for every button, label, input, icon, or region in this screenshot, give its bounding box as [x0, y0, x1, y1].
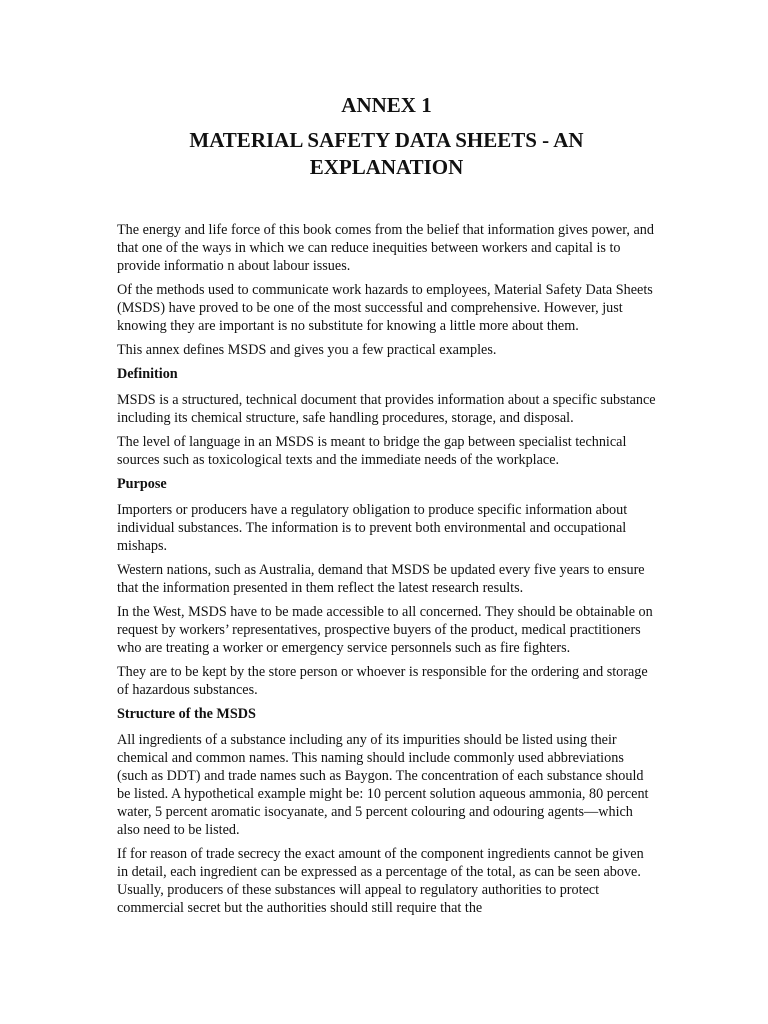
structure-paragraph-2: If for reason of trade secrecy the exact amount of the component ingredients cannot be given in detail, each ingredient can be expressed as a percentage of the total, as can be seen above. Usually, producers of these substances will appeal to regulatory authorities to protect commercial secret but the authorities should still require that the: [117, 846, 644, 916]
definition-paragraph-1: MSDS is a structured, technical document that provides information about a specific substance including its chemical structure, safe handling procedures, storage, and disposal.: [117, 392, 656, 426]
title-line-1: MATERIAL SAFETY DATA SHEETS - AN: [189, 128, 584, 152]
page-title: [117, 127, 656, 181]
intro-paragraph-2: Of the methods used to communicate work hazards to employees, Material Safety Data Sheets (MSDS) have proved to be one of the most successful and comprehensive. However, just knowing they are important is no substitute for knowing a little more about them.: [117, 282, 653, 334]
intro-paragraph-1: The energy and life force of this book comes from the belief that information gives power, and that one of the ways in which we can reduce inequities between workers and capital is to provide informatio n about labour issues.: [117, 222, 654, 274]
structure-paragraph-1: All ingredients of a substance including any of its impurities should be listed using their chemical and common names. This naming should include commonly used abbreviations (such as DDT) and trade names such as Baygon. The concentration of each substance should be listed. A hypothetical example might be: 10 percent solution aqueous ammonia, 80 percent water, 5 percent aromatic isocyanate, and 5 percent colouring and odouring agents—which also need to be listed.: [117, 732, 649, 838]
purpose-heading: Purpose: [117, 476, 167, 492]
title-line-2: EXPLANATION: [309, 155, 464, 179]
purpose-paragraph-2: Western nations, such as Australia, demand that MSDS be updated every five years to ensure that the information presented in them reflect the latest research results.: [117, 562, 645, 596]
purpose-paragraph-3: In the West, MSDS have to be made accessible to all concerned. They should be obtainable on request by workers’ representatives, prospective buyers of the product, medical practitioners who are treating a worker or emergency service personnels such as fire fighters.: [117, 604, 653, 656]
definition-heading: Definition: [117, 366, 178, 382]
intro-paragraph-3: This annex defines MSDS and gives you a few practical examples.: [117, 342, 497, 358]
structure-heading: Structure of the MSDS: [117, 706, 256, 722]
purpose-paragraph-4: They are to be kept by the store person or whoever is responsible for the ordering and storage of hazardous substances.: [117, 664, 648, 698]
annex-label: ANNEX 1: [341, 93, 432, 117]
definition-paragraph-2: The level of language in an MSDS is meant to bridge the gap between specialist technical sources such as toxicological texts and the immediate needs of the workplace.: [117, 434, 627, 468]
purpose-paragraph-1: Importers or producers have a regulatory obligation to produce specific information about individual substances. The information is to prevent both environmental and occupational mishaps.: [117, 502, 628, 554]
